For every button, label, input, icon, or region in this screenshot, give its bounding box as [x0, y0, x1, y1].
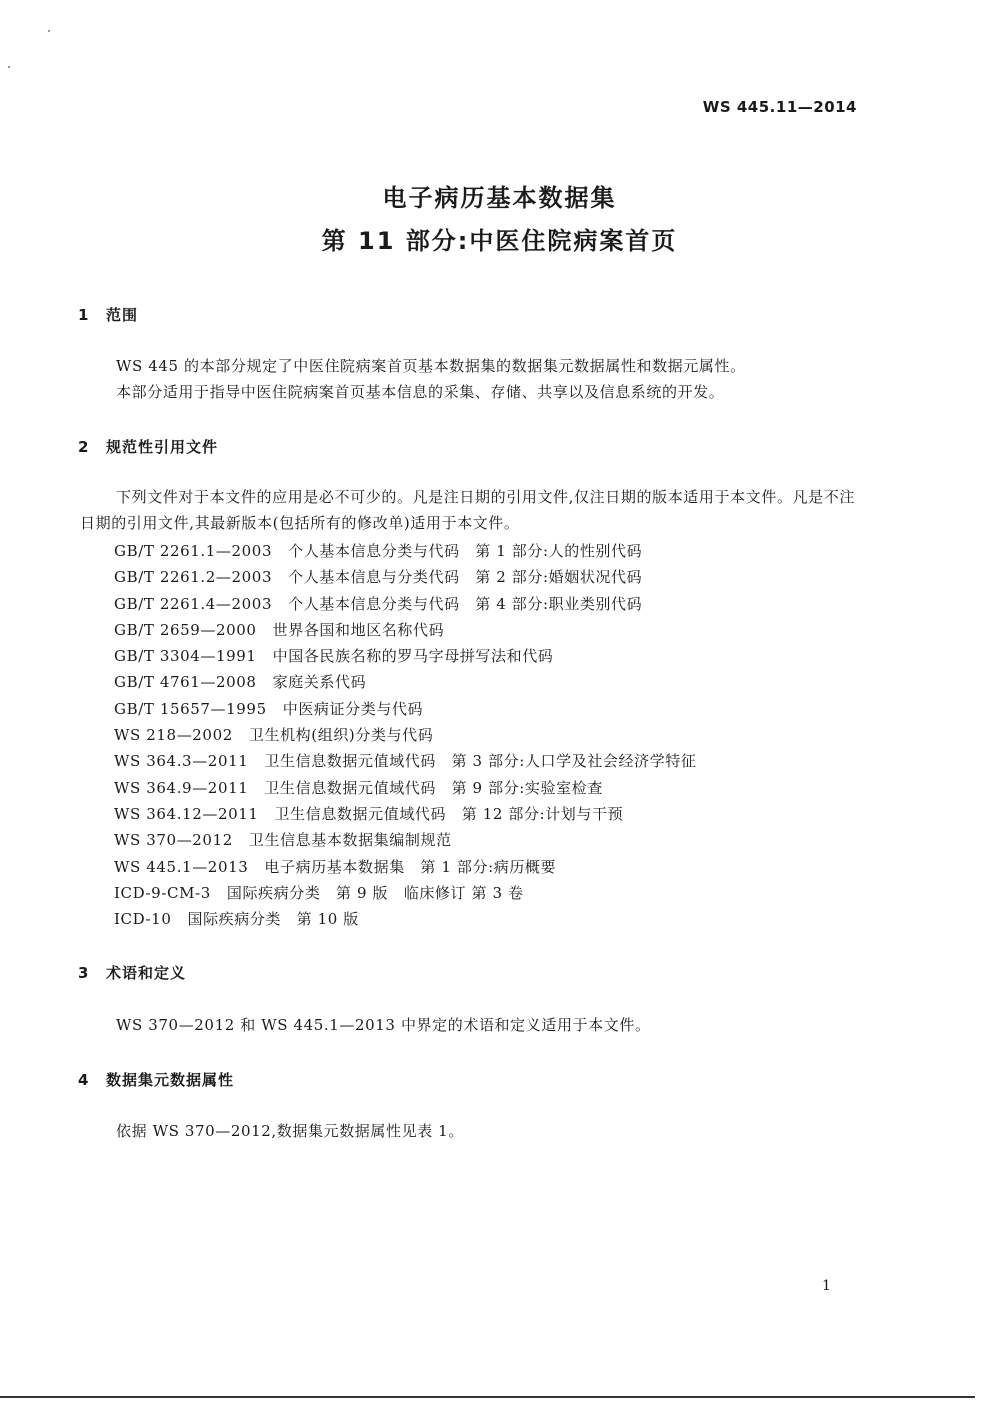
page-number: 1: [822, 1278, 831, 1294]
reference-title: 家庭关系代码: [272, 673, 367, 692]
reference-code: GB/T 15657—1995: [114, 699, 267, 718]
reference-code: ICD-9-CM-3: [114, 883, 211, 902]
scan-edge-line: [0, 1396, 975, 1398]
document-title: 电子病历基本数据集: [382, 184, 617, 212]
reference-title: 个人基本信息与分类代码 第 2 部分:婚姻状况代码: [288, 568, 643, 587]
list-item: [114, 696, 697, 722]
reference-code: WS 445.1—2013: [114, 857, 249, 876]
section-number: 1: [78, 306, 90, 324]
paragraph: WS 445 的本部分规定了中医住院病案首页基本数据集的数据集元数据属性和数据元属性。: [116, 357, 746, 375]
reference-title: 中医病证分类与代码: [282, 699, 424, 718]
standard-code: WS 445.11—2014: [702, 98, 857, 116]
section-heading-terms: [78, 962, 186, 983]
reference-code: GB/T 2659—2000: [114, 620, 257, 639]
paragraph: 依据 WS 370—2012,数据集元数据属性见表 1。: [116, 1122, 464, 1140]
list-item: [114, 564, 697, 590]
paragraph: 下列文件对于本文件的应用是必不可少的。凡是注日期的引用文件,仅注日期的版本适用于本文件。凡是不注日期的引用文件,其最新版本(包括所有的修改单)适用于本文件。: [80, 488, 855, 532]
section-title: 规范性引用文件: [106, 438, 219, 456]
reference-title: 卫生信息数据元值域代码 第 9 部分:实验室检查: [264, 778, 603, 797]
section-heading-dataset-metadata: [78, 1069, 234, 1090]
reference-title: 个人基本信息分类与代码 第 1 部分:人的性别代码: [288, 542, 643, 560]
list-item: [114, 591, 697, 617]
reference-code: WS 364.12—2011: [114, 804, 259, 823]
list-item: [114, 880, 697, 906]
reference-title: 国际疾病分类 第 9 版 临床修订 第 3 卷: [226, 883, 524, 902]
section-number: 2: [78, 438, 90, 456]
list-item: [114, 801, 697, 827]
list-item: [114, 643, 697, 669]
reference-code: GB/T 2261.4—2003: [114, 594, 273, 613]
list-item: [114, 538, 697, 564]
document-subtitle: 第 11 部分:中医住院病案首页: [321, 227, 678, 255]
reference-code: GB/T 3304—1991: [114, 647, 257, 666]
reference-title: 世界各国和地区名称代码: [272, 620, 445, 639]
list-item: [114, 827, 697, 853]
section-title: 数据集元数据属性: [106, 1071, 235, 1089]
reference-title: 国际疾病分类 第 10 版: [187, 910, 359, 929]
section-number: 4: [78, 1071, 90, 1089]
section-heading-normative-references: [78, 436, 218, 457]
reference-title: 卫生信息数据元值域代码 第 12 部分:计划与干预: [274, 804, 624, 823]
reference-title: 电子病历基本数据集 第 1 部分:病历概要: [264, 857, 557, 876]
section-title: 范围: [106, 306, 139, 324]
list-item: [114, 775, 697, 801]
reference-code: WS 218—2002: [114, 726, 233, 745]
scan-speck: [8, 66, 10, 68]
reference-code: WS 364.3—2011: [114, 752, 249, 771]
reference-title: 卫生信息基本数据集编制规范: [248, 831, 452, 850]
scan-speck: [48, 30, 50, 32]
reference-code: WS 370—2012: [114, 831, 233, 850]
section-heading-scope: [78, 304, 138, 325]
reference-title: 卫生机构(组织)分类与代码: [248, 726, 434, 745]
section-number: 3: [78, 964, 90, 982]
reference-code: WS 364.9—2011: [114, 778, 249, 797]
list-item: [114, 722, 697, 748]
paragraph: WS 370—2012 和 WS 445.1—2013 中界定的术语和定义适用于本文件。: [116, 1016, 651, 1034]
reference-code: GB/T 2261.1—2003: [114, 542, 273, 560]
paragraph: 本部分适用于指导中医住院病案首页基本信息的采集、存储、共享以及信息系统的开发。: [116, 383, 725, 401]
reference-code: GB/T 4761—2008: [114, 673, 257, 692]
list-item: [114, 617, 697, 643]
reference-list: [114, 538, 697, 932]
reference-title: 中国各民族名称的罗马字母拼写法和代码: [272, 647, 554, 666]
reference-title: 卫生信息数据元值域代码 第 3 部分:人口学及社会经济学特征: [264, 752, 697, 771]
reference-code: ICD-10: [114, 910, 172, 929]
reference-title: 个人基本信息分类与代码 第 4 部分:职业类别代码: [288, 594, 643, 613]
section-title: 术语和定义: [106, 964, 187, 982]
list-item: [114, 906, 697, 932]
list-item: [114, 854, 697, 880]
list-item: [114, 748, 697, 774]
reference-code: GB/T 2261.2—2003: [114, 568, 273, 587]
list-item: [114, 669, 697, 695]
